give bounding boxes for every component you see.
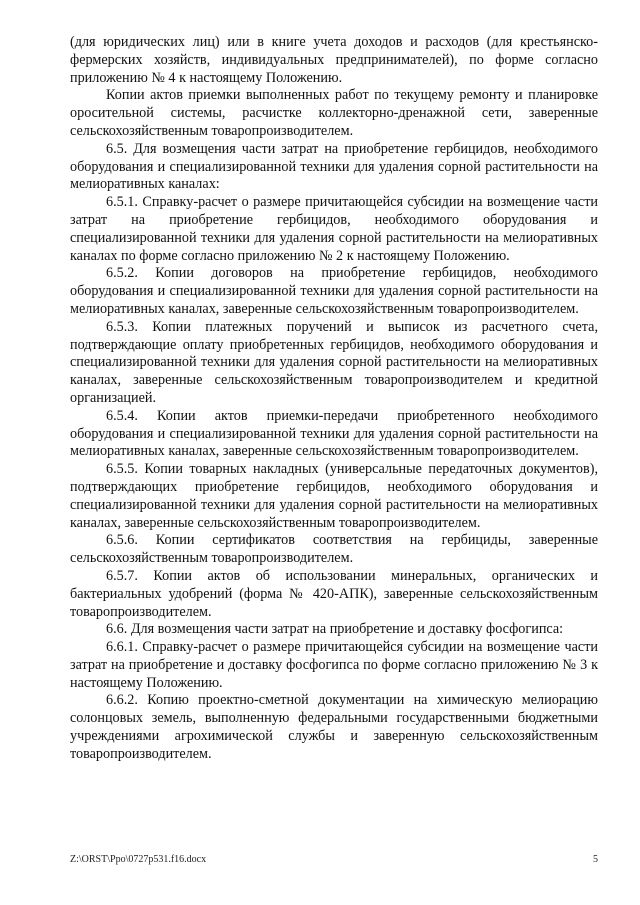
document-body xyxy=(70,34,598,764)
paragraph-6-5-5: 6.5.5. Копии товарных накладных (универсальные передаточных документов), подтверждающих приобретение гербицидов, необходимого оборудования и специализированной техники для удаления сорной растительности на мелиоративных каналах, заверенные сельскохозяйственным товаропроизводителем. xyxy=(70,461,598,531)
paragraph-6-5-1: 6.5.1. Справку-расчет о размере причитающейся субсидии на возмещение части затрат на приобретение гербицидов, необходимого оборудования и специализированной техники для удаления сорной растительности на мелиоративных каналах по форме согласно приложению № 2 к настоящему Положению. xyxy=(70,194,598,264)
paragraph-repair-acts: Копии актов приемки выполненных работ по текущему ремонту и планировке оросительной системы, расчистке коллекторно-дренажной сети, заверенные сельскохозяйственным товаропроизводителем. xyxy=(70,87,598,139)
paragraph-6-5-6: 6.5.6. Копии сертификатов соответствия на гербициды, заверенные сельскохозяйственным товаропроизводителем. xyxy=(70,532,598,567)
page-footer xyxy=(70,854,598,865)
file-path: Z:\ORST\Ppo\0727p531.f16.docx xyxy=(70,854,207,865)
page-number: 5 xyxy=(593,854,598,865)
paragraph-6-6-1: 6.6.1. Справку-расчет о размере причитающейся субсидии на возмещение части затрат на приобретение и доставку фосфогипса по форме согласно приложению № 3 к настоящему Положению. xyxy=(70,639,598,691)
paragraph-6-6: 6.6. Для возмещения части затрат на приобретение и доставку фосфогипса: xyxy=(106,621,564,638)
paragraph-6-5-2: 6.5.2. Копии договоров на приобретение гербицидов, необходимого оборудования и специализированной техники для удаления сорной растительности на мелиоративных каналах, заверенные сельскохозяйственным товаропроизводителем. xyxy=(70,265,598,317)
paragraph-continuation: (для юридических лиц) или в книге учета доходов и расходов (для крестьянско-фермерских хозяйств, индивидуальных предпринимателей), по форме согласно приложению № 4 к настоящему Положению. xyxy=(70,34,598,86)
paragraph-6-5-4: 6.5.4. Копии актов приемки-передачи приобретенного необходимого оборудования и специализированной техники для удаления сорной растительности на мелиоративных каналах, заверенные сельскохозяйственным товаропроизводителем. xyxy=(70,407,598,460)
paragraph-6-5-3: 6.5.3. Копии платежных поручений и выписок из расчетного счета, подтверждающие оплату приобретенных гербицидов, необходимого оборудования и специализированной техники для удаления сорной растительности на мелиоративных каналах, заверенные сельскохозяйственным товаропроизводителем и кредитной организацией. xyxy=(70,318,598,406)
paragraph-6-6-2: 6.6.2. Копию проектно-сметной документации на химическую мелиорацию солонцовых земель, выполненную федеральными государственными бюджетными учреждениями агрохимической службы и заверенную сельскохозяйственным товаропроизводителем. xyxy=(70,692,598,762)
paragraph-6-5-7: 6.5.7. Копии актов об использовании минеральных, органических и бактериальных удобрений (форма № 420-АПК), заверенные сельскохозяйственным товаропроизводителем. xyxy=(70,567,598,620)
paragraph-6-5: 6.5. Для возмещения части затрат на приобретение гербицидов, необходимого оборудования и специализированной техники для удаления сорной растительности на мелиоративных каналах: xyxy=(70,140,598,193)
